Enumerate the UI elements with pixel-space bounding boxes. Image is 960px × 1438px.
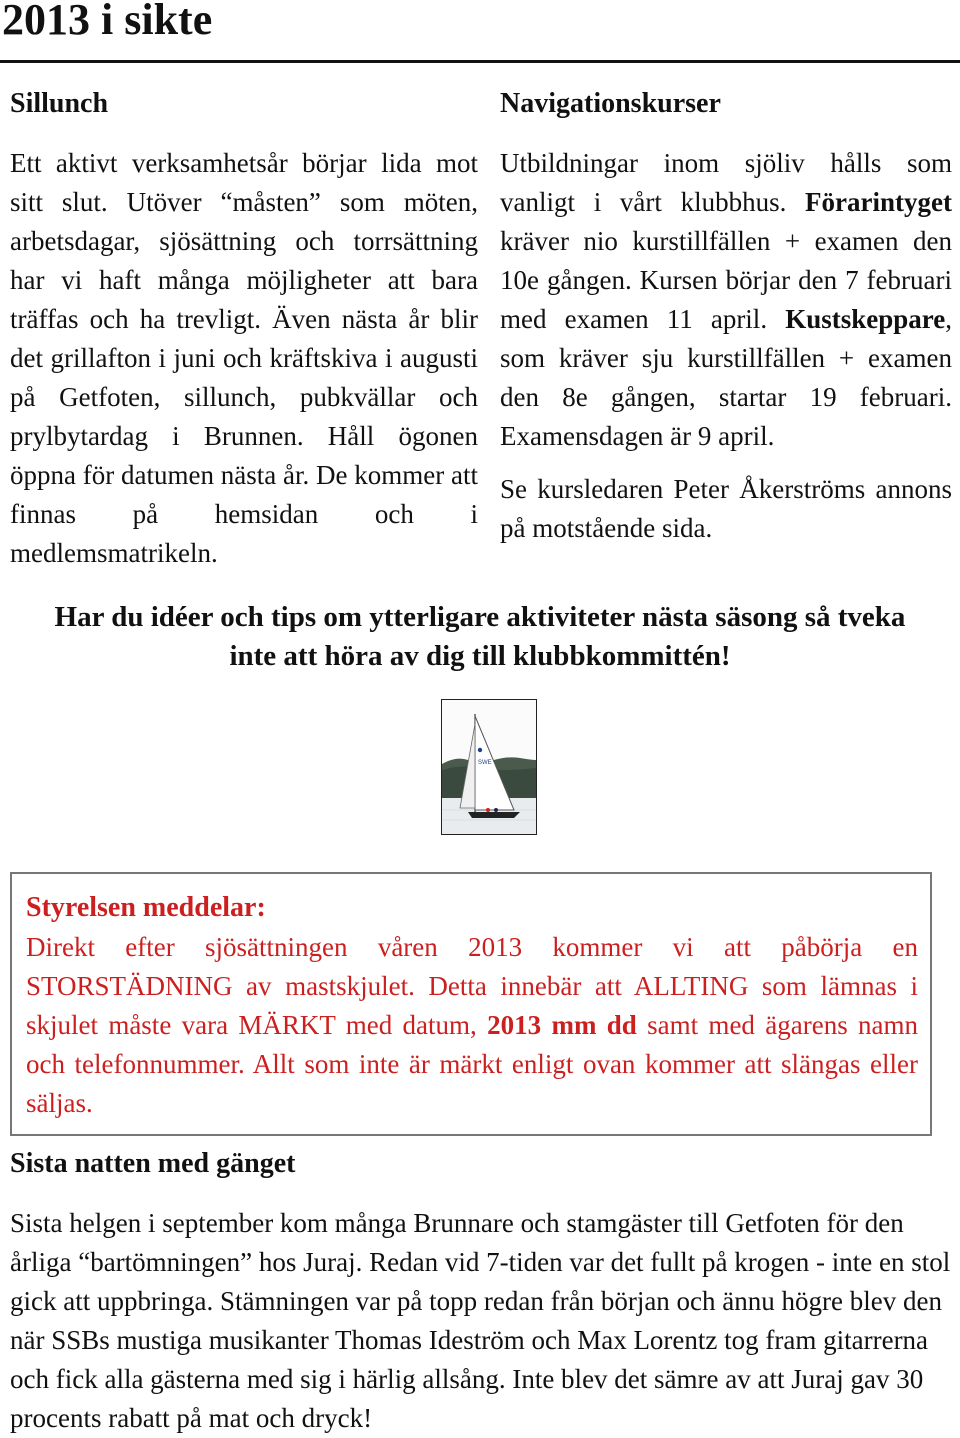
notice-heading: Styrelsen meddelar:: [26, 892, 266, 923]
navigation-note: Se kursledaren Peter Åkerströms annons på motstående sida.: [500, 474, 952, 543]
svg-text:SWE: SWE: [478, 760, 492, 766]
notice-text-2: samt med ägarens namn och telefonnummer. Allt som inte är märkt enligt ovan kommer att slängas eller säljas.: [26, 1010, 919, 1118]
page-title: 2013 i sikte: [2, 0, 213, 44]
notice-body: [26, 928, 918, 1123]
notice-date-format: 2013 mm dd: [487, 1010, 637, 1040]
section-navigation: [500, 86, 952, 548]
activities-callout: [0, 598, 960, 676]
callout-line-1: Har du idéer och tips om ytterligare aktiviteter nästa säsong så tveka: [54, 601, 906, 633]
sista-heading: Sista natten med gänget: [10, 1148, 296, 1179]
section-sista-natten: [10, 1146, 955, 1438]
sillunch-heading: Sillunch: [10, 88, 109, 119]
navigation-text-1: Utbildningar inom sjöliv hålls som vanligt i vårt klubbhus.: [500, 148, 952, 217]
callout-line-2: inte att höra av dig till klubbkommittén!: [229, 640, 731, 672]
navigation-body: [500, 144, 952, 456]
title-rule: [0, 60, 960, 63]
section-sillunch: [10, 86, 478, 573]
sista-body: Sista helgen i september kom många Brunnare och stamgäster till Getfoten för den årliga “bartömningen” hos Juraj. Redan vid 7-tiden var det fullt på krogen - inte en stol gick att uppbringa. Stämningen var på topp redan från början och ännu högre blev den när SSBs mustiga musikanter Thomas Ideström och Max Lorentz tog fram gitarrerna och fick alla gästerna med sig i härlig allsång. Inte blev det sämre av att Juraj gav 30 procents rabatt på mat och dryck!: [10, 1208, 951, 1433]
sailboat-illustration: [442, 700, 536, 834]
navigation-text-2: kräver nio kurstillfällen + examen den 10e gången. Kursen börjar den 7 februari med examen 11 april.: [500, 226, 952, 334]
forarintyget-label: Förarintyget: [805, 187, 952, 217]
sillunch-body: Ett aktivt verksamhetsår börjar lida mot sitt slut. Utöver “måsten” som möten, arbetsdagar, sjösättning och torrsättning har vi haft många möjligheter att bara träffas och ha trevligt. Även nästa år blir det grillafton i juni och kräftskiva i augusti på Getfoten, sillunch, pubkvällar och prylbytardag i Brunnen. Håll ögonen öppna för datumen nästa år. De kommer att finnas på hemsidan och i medlemsmatrikeln.: [10, 148, 478, 568]
board-notice: [10, 872, 932, 1136]
notice-text-1: Direkt efter sjösättningen våren 2013 kommer vi att påbörja en STORSTÄDNING av mastskjulet. Detta innebär att ALLTING som lämnas i skjulet måste vara MÄRKT med datum,: [26, 932, 918, 1040]
navigation-heading: Navigationskurser: [500, 88, 721, 119]
kustskeppare-label: Kustskeppare: [785, 304, 946, 334]
navigation-text-3: , som kräver sju kurstillfällen + examen den 8e gången, startar 19 februari. Examensdagen är 9 april.: [500, 304, 952, 451]
sailboat-photo: [441, 699, 537, 835]
